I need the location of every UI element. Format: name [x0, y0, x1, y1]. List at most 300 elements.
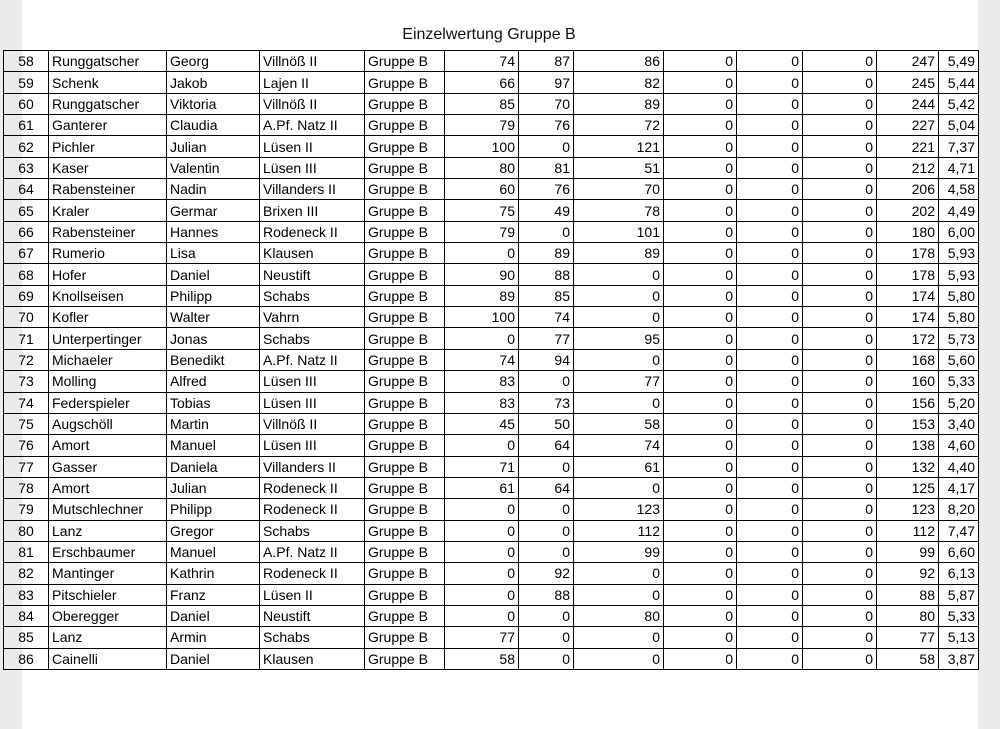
average-cell: 5,80	[939, 285, 979, 306]
score-4-cell: 0	[664, 221, 737, 242]
table-row	[4, 605, 979, 626]
average-cell: 6,13	[939, 563, 979, 584]
last-name-cell: Mutschlechner	[49, 499, 167, 520]
group-cell: Gruppe B	[365, 157, 445, 178]
average-cell: 5,33	[939, 605, 979, 626]
first-name-cell: Valentin	[167, 157, 260, 178]
rank-cell: 75	[4, 413, 49, 434]
group-cell: Gruppe B	[365, 328, 445, 349]
score-5-cell: 0	[737, 435, 803, 456]
average-cell: 5,20	[939, 392, 979, 413]
first-name-cell: Benedikt	[167, 349, 260, 370]
club-cell: A.Pf. Natz II	[260, 541, 365, 562]
score-5-cell: 0	[737, 563, 803, 584]
club-cell: Lüsen II	[260, 584, 365, 605]
score-5-cell: 0	[737, 627, 803, 648]
last-name-cell: Gasser	[49, 456, 167, 477]
table-row	[4, 349, 979, 370]
score-2-cell: 0	[519, 541, 574, 562]
score-4-cell: 0	[664, 179, 737, 200]
score-4-cell: 0	[664, 157, 737, 178]
average-cell: 7,47	[939, 520, 979, 541]
average-cell: 3,40	[939, 413, 979, 434]
last-name-cell: Kraler	[49, 200, 167, 221]
rank-cell: 74	[4, 392, 49, 413]
scores-table	[3, 50, 979, 670]
last-name-cell: Pichler	[49, 136, 167, 157]
rank-cell: 81	[4, 541, 49, 562]
score-2-cell: 0	[519, 136, 574, 157]
first-name-cell: Kathrin	[167, 563, 260, 584]
rank-cell: 78	[4, 477, 49, 498]
last-name-cell: Kaser	[49, 157, 167, 178]
score-3-cell: 123	[574, 499, 664, 520]
group-cell: Gruppe B	[365, 413, 445, 434]
score-1-cell: 0	[445, 584, 519, 605]
score-6-cell: 0	[803, 243, 877, 264]
club-cell: Schabs	[260, 627, 365, 648]
table-row	[4, 627, 979, 648]
club-cell: Rodeneck II	[260, 563, 365, 584]
score-5-cell: 0	[737, 328, 803, 349]
group-cell: Gruppe B	[365, 51, 445, 72]
score-6-cell: 0	[803, 627, 877, 648]
rank-cell: 85	[4, 627, 49, 648]
average-cell: 5,13	[939, 627, 979, 648]
group-cell: Gruppe B	[365, 179, 445, 200]
table-row	[4, 221, 979, 242]
table-row	[4, 541, 979, 562]
group-cell: Gruppe B	[365, 392, 445, 413]
group-cell: Gruppe B	[365, 435, 445, 456]
table-row	[4, 157, 979, 178]
group-cell: Gruppe B	[365, 605, 445, 626]
score-3-cell: 0	[574, 584, 664, 605]
table-row	[4, 200, 979, 221]
rank-cell: 80	[4, 520, 49, 541]
score-5-cell: 0	[737, 349, 803, 370]
group-cell: Gruppe B	[365, 563, 445, 584]
score-2-cell: 50	[519, 413, 574, 434]
rank-cell: 70	[4, 307, 49, 328]
score-3-cell: 0	[574, 648, 664, 669]
group-cell: Gruppe B	[365, 115, 445, 136]
score-3-cell: 95	[574, 328, 664, 349]
score-6-cell: 0	[803, 200, 877, 221]
rank-cell: 58	[4, 51, 49, 72]
score-2-cell: 76	[519, 115, 574, 136]
score-6-cell: 0	[803, 221, 877, 242]
last-name-cell: Unterpertinger	[49, 328, 167, 349]
group-cell: Gruppe B	[365, 349, 445, 370]
score-4-cell: 0	[664, 584, 737, 605]
score-4-cell: 0	[664, 285, 737, 306]
club-cell: Klausen	[260, 648, 365, 669]
club-cell: Lüsen II	[260, 136, 365, 157]
total-cell: 156	[877, 392, 939, 413]
average-cell: 5,93	[939, 243, 979, 264]
table-row	[4, 51, 979, 72]
score-5-cell: 0	[737, 477, 803, 498]
score-1-cell: 80	[445, 157, 519, 178]
rank-cell: 65	[4, 200, 49, 221]
last-name-cell: Runggatscher	[49, 51, 167, 72]
total-cell: 212	[877, 157, 939, 178]
club-cell: Villanders II	[260, 456, 365, 477]
score-4-cell: 0	[664, 115, 737, 136]
page-title: Einzelwertung Gruppe B	[402, 26, 576, 43]
average-cell: 4,60	[939, 435, 979, 456]
total-cell: 206	[877, 179, 939, 200]
average-cell: 4,71	[939, 157, 979, 178]
club-cell: Rodeneck II	[260, 221, 365, 242]
score-4-cell: 0	[664, 541, 737, 562]
score-1-cell: 0	[445, 328, 519, 349]
score-4-cell: 0	[664, 200, 737, 221]
score-5-cell: 0	[737, 93, 803, 114]
first-name-cell: Daniel	[167, 264, 260, 285]
score-4-cell: 0	[664, 499, 737, 520]
rank-cell: 77	[4, 456, 49, 477]
average-cell: 5,80	[939, 307, 979, 328]
club-cell: A.Pf. Natz II	[260, 349, 365, 370]
score-2-cell: 89	[519, 243, 574, 264]
score-1-cell: 0	[445, 435, 519, 456]
table-row	[4, 179, 979, 200]
score-5-cell: 0	[737, 413, 803, 434]
score-1-cell: 100	[445, 136, 519, 157]
score-2-cell: 77	[519, 328, 574, 349]
score-6-cell: 0	[803, 157, 877, 178]
score-2-cell: 87	[519, 51, 574, 72]
score-6-cell: 0	[803, 435, 877, 456]
rank-cell: 62	[4, 136, 49, 157]
club-cell: A.Pf. Natz II	[260, 115, 365, 136]
rank-cell: 64	[4, 179, 49, 200]
score-5-cell: 0	[737, 307, 803, 328]
score-3-cell: 82	[574, 72, 664, 93]
total-cell: 92	[877, 563, 939, 584]
table-row	[4, 413, 979, 434]
group-cell: Gruppe B	[365, 499, 445, 520]
score-4-cell: 0	[664, 627, 737, 648]
total-cell: 245	[877, 72, 939, 93]
first-name-cell: Georg	[167, 51, 260, 72]
club-cell: Lüsen III	[260, 157, 365, 178]
club-cell: Rodeneck II	[260, 499, 365, 520]
score-3-cell: 0	[574, 307, 664, 328]
score-5-cell: 0	[737, 371, 803, 392]
rank-cell: 83	[4, 584, 49, 605]
score-4-cell: 0	[664, 435, 737, 456]
group-cell: Gruppe B	[365, 307, 445, 328]
last-name-cell: Amort	[49, 477, 167, 498]
last-name-cell: Amort	[49, 435, 167, 456]
table-row	[4, 243, 979, 264]
score-5-cell: 0	[737, 72, 803, 93]
group-cell: Gruppe B	[365, 520, 445, 541]
score-1-cell: 79	[445, 221, 519, 242]
total-cell: 202	[877, 200, 939, 221]
score-2-cell: 88	[519, 584, 574, 605]
club-cell: Vahrn	[260, 307, 365, 328]
score-4-cell: 0	[664, 72, 737, 93]
score-2-cell: 64	[519, 477, 574, 498]
first-name-cell: Alfred	[167, 371, 260, 392]
club-cell: Neustift	[260, 264, 365, 285]
group-cell: Gruppe B	[365, 93, 445, 114]
average-cell: 5,73	[939, 328, 979, 349]
first-name-cell: Daniel	[167, 605, 260, 626]
score-6-cell: 0	[803, 584, 877, 605]
last-name-cell: Rumerio	[49, 243, 167, 264]
score-2-cell: 94	[519, 349, 574, 370]
table-row	[4, 648, 979, 669]
score-6-cell: 0	[803, 520, 877, 541]
first-name-cell: Armin	[167, 627, 260, 648]
last-name-cell: Ganterer	[49, 115, 167, 136]
score-6-cell: 0	[803, 563, 877, 584]
total-cell: 77	[877, 627, 939, 648]
table-row	[4, 328, 979, 349]
first-name-cell: Martin	[167, 413, 260, 434]
score-6-cell: 0	[803, 264, 877, 285]
first-name-cell: Philipp	[167, 285, 260, 306]
group-cell: Gruppe B	[365, 456, 445, 477]
group-cell: Gruppe B	[365, 584, 445, 605]
club-cell: Klausen	[260, 243, 365, 264]
score-4-cell: 0	[664, 477, 737, 498]
score-3-cell: 0	[574, 264, 664, 285]
score-4-cell: 0	[664, 264, 737, 285]
score-6-cell: 0	[803, 541, 877, 562]
score-6-cell: 0	[803, 93, 877, 114]
first-name-cell: Franz	[167, 584, 260, 605]
group-cell: Gruppe B	[365, 627, 445, 648]
score-3-cell: 61	[574, 456, 664, 477]
score-2-cell: 85	[519, 285, 574, 306]
score-1-cell: 60	[445, 179, 519, 200]
rank-cell: 67	[4, 243, 49, 264]
total-cell: 227	[877, 115, 939, 136]
club-cell: Schabs	[260, 520, 365, 541]
score-3-cell: 78	[574, 200, 664, 221]
first-name-cell: Nadin	[167, 179, 260, 200]
total-cell: 80	[877, 605, 939, 626]
rank-cell: 63	[4, 157, 49, 178]
last-name-cell: Hofer	[49, 264, 167, 285]
total-cell: 160	[877, 371, 939, 392]
total-cell: 180	[877, 221, 939, 242]
score-2-cell: 0	[519, 371, 574, 392]
score-3-cell: 0	[574, 285, 664, 306]
score-4-cell: 0	[664, 392, 737, 413]
score-6-cell: 0	[803, 456, 877, 477]
table-row	[4, 435, 979, 456]
total-cell: 58	[877, 648, 939, 669]
score-3-cell: 51	[574, 157, 664, 178]
score-5-cell: 0	[737, 605, 803, 626]
score-3-cell: 77	[574, 371, 664, 392]
score-2-cell: 0	[519, 221, 574, 242]
table-row	[4, 371, 979, 392]
club-cell: Lüsen III	[260, 371, 365, 392]
first-name-cell: Walter	[167, 307, 260, 328]
score-2-cell: 74	[519, 307, 574, 328]
average-cell: 7,37	[939, 136, 979, 157]
club-cell: Brixen III	[260, 200, 365, 221]
club-cell: Villnöß II	[260, 93, 365, 114]
last-name-cell: Lanz	[49, 627, 167, 648]
average-cell: 3,87	[939, 648, 979, 669]
rank-cell: 82	[4, 563, 49, 584]
table-row	[4, 499, 979, 520]
first-name-cell: Manuel	[167, 541, 260, 562]
table-row	[4, 307, 979, 328]
club-cell: Neustift	[260, 605, 365, 626]
first-name-cell: Viktoria	[167, 93, 260, 114]
score-5-cell: 0	[737, 520, 803, 541]
group-cell: Gruppe B	[365, 648, 445, 669]
score-6-cell: 0	[803, 136, 877, 157]
average-cell: 4,17	[939, 477, 979, 498]
group-cell: Gruppe B	[365, 72, 445, 93]
score-4-cell: 0	[664, 648, 737, 669]
rank-cell: 76	[4, 435, 49, 456]
last-name-cell: Michaeler	[49, 349, 167, 370]
score-1-cell: 89	[445, 285, 519, 306]
score-1-cell: 83	[445, 392, 519, 413]
club-cell: Villnöß II	[260, 51, 365, 72]
score-3-cell: 0	[574, 349, 664, 370]
rank-cell: 66	[4, 221, 49, 242]
table-row	[4, 520, 979, 541]
rank-cell: 86	[4, 648, 49, 669]
score-5-cell: 0	[737, 392, 803, 413]
score-4-cell: 0	[664, 456, 737, 477]
score-4-cell: 0	[664, 413, 737, 434]
rank-cell: 84	[4, 605, 49, 626]
score-4-cell: 0	[664, 93, 737, 114]
score-3-cell: 86	[574, 51, 664, 72]
average-cell: 6,00	[939, 221, 979, 242]
score-2-cell: 76	[519, 179, 574, 200]
score-6-cell: 0	[803, 72, 877, 93]
last-name-cell: Knollseisen	[49, 285, 167, 306]
last-name-cell: Augschöll	[49, 413, 167, 434]
average-cell: 5,49	[939, 51, 979, 72]
score-2-cell: 0	[519, 605, 574, 626]
last-name-cell: Cainelli	[49, 648, 167, 669]
table-row	[4, 563, 979, 584]
score-4-cell: 0	[664, 349, 737, 370]
average-cell: 5,33	[939, 371, 979, 392]
group-cell: Gruppe B	[365, 541, 445, 562]
score-1-cell: 61	[445, 477, 519, 498]
score-5-cell: 0	[737, 115, 803, 136]
last-name-cell: Lanz	[49, 520, 167, 541]
last-name-cell: Schenk	[49, 72, 167, 93]
score-1-cell: 77	[445, 627, 519, 648]
score-5-cell: 0	[737, 243, 803, 264]
club-cell: Lüsen III	[260, 435, 365, 456]
last-name-cell: Rabensteiner	[49, 221, 167, 242]
last-name-cell: Oberegger	[49, 605, 167, 626]
total-cell: 178	[877, 264, 939, 285]
score-1-cell: 83	[445, 371, 519, 392]
total-cell: 123	[877, 499, 939, 520]
average-cell: 4,49	[939, 200, 979, 221]
score-2-cell: 92	[519, 563, 574, 584]
score-4-cell: 0	[664, 371, 737, 392]
club-cell: Schabs	[260, 285, 365, 306]
score-6-cell: 0	[803, 115, 877, 136]
score-6-cell: 0	[803, 605, 877, 626]
last-name-cell: Pitschieler	[49, 584, 167, 605]
score-5-cell: 0	[737, 285, 803, 306]
score-4-cell: 0	[664, 243, 737, 264]
score-5-cell: 0	[737, 456, 803, 477]
score-3-cell: 101	[574, 221, 664, 242]
group-cell: Gruppe B	[365, 477, 445, 498]
average-cell: 4,40	[939, 456, 979, 477]
last-name-cell: Federspieler	[49, 392, 167, 413]
score-1-cell: 0	[445, 605, 519, 626]
score-1-cell: 79	[445, 115, 519, 136]
score-2-cell: 64	[519, 435, 574, 456]
total-cell: 88	[877, 584, 939, 605]
score-5-cell: 0	[737, 499, 803, 520]
group-cell: Gruppe B	[365, 243, 445, 264]
score-5-cell: 0	[737, 157, 803, 178]
rank-cell: 60	[4, 93, 49, 114]
average-cell: 5,87	[939, 584, 979, 605]
club-cell: Villanders II	[260, 179, 365, 200]
score-4-cell: 0	[664, 328, 737, 349]
score-4-cell: 0	[664, 605, 737, 626]
score-6-cell: 0	[803, 51, 877, 72]
table-row	[4, 264, 979, 285]
rank-cell: 79	[4, 499, 49, 520]
score-1-cell: 0	[445, 563, 519, 584]
rank-cell: 71	[4, 328, 49, 349]
score-3-cell: 89	[574, 93, 664, 114]
average-cell: 4,58	[939, 179, 979, 200]
total-cell: 112	[877, 520, 939, 541]
table-row	[4, 72, 979, 93]
score-6-cell: 0	[803, 392, 877, 413]
average-cell: 8,20	[939, 499, 979, 520]
score-5-cell: 0	[737, 136, 803, 157]
score-5-cell: 0	[737, 51, 803, 72]
last-name-cell: Mantinger	[49, 563, 167, 584]
score-2-cell: 70	[519, 93, 574, 114]
club-cell: Lüsen III	[260, 392, 365, 413]
rank-cell: 61	[4, 115, 49, 136]
score-6-cell: 0	[803, 413, 877, 434]
score-6-cell: 0	[803, 477, 877, 498]
score-1-cell: 0	[445, 243, 519, 264]
first-name-cell: Germar	[167, 200, 260, 221]
first-name-cell: Manuel	[167, 435, 260, 456]
first-name-cell: Jakob	[167, 72, 260, 93]
score-1-cell: 100	[445, 307, 519, 328]
score-6-cell: 0	[803, 328, 877, 349]
score-4-cell: 0	[664, 136, 737, 157]
score-1-cell: 0	[445, 499, 519, 520]
first-name-cell: Claudia	[167, 115, 260, 136]
average-cell: 5,04	[939, 115, 979, 136]
